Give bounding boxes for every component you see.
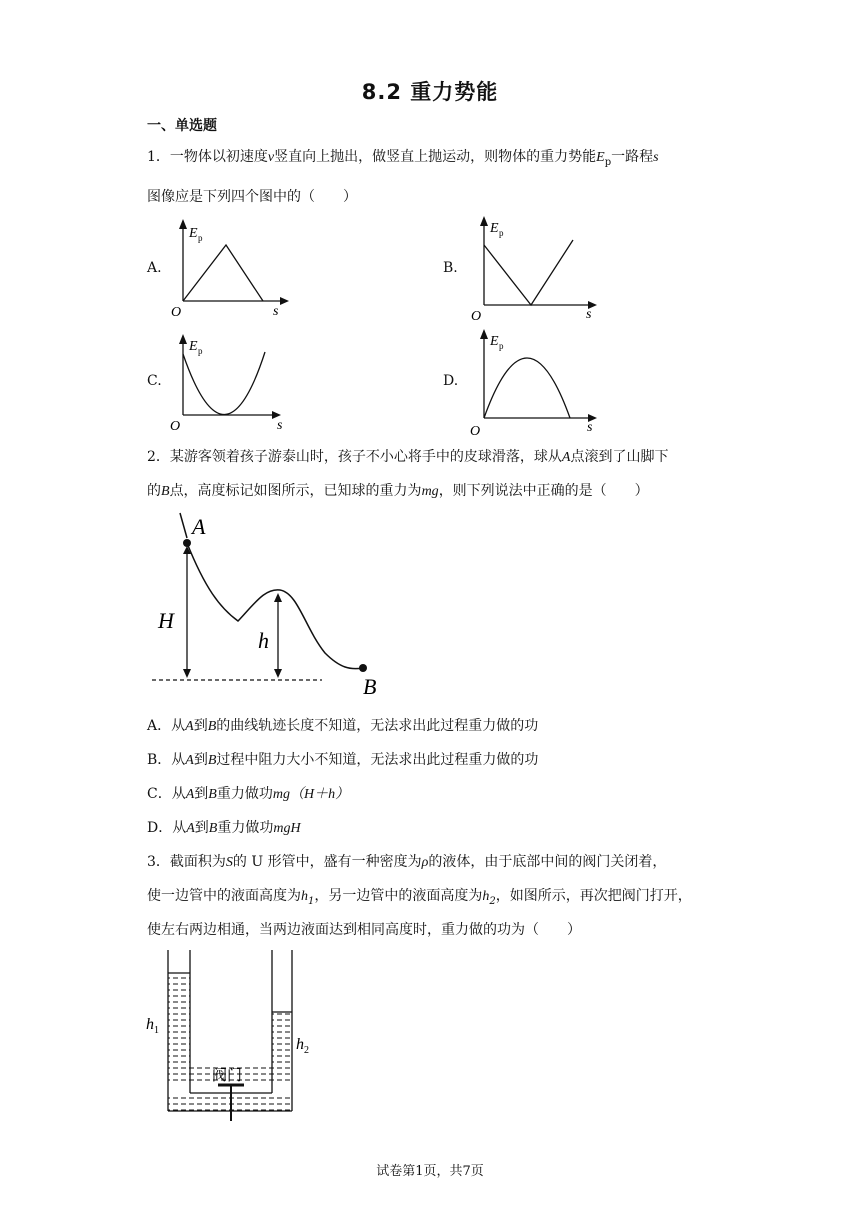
graph-b-ylabel-sub: p — [499, 228, 504, 238]
q1-option-c-label: C. — [147, 373, 162, 389]
q2-text-e: ，则下列说法中正确的是（ ） — [438, 483, 649, 499]
q1-option-b-label: B. — [443, 260, 458, 276]
graph-a-xlabel: s — [273, 304, 279, 319]
graph-a-origin: O — [171, 305, 182, 320]
q2-opt-a-text: 的曲线轨迹长度不知道，无法求出此过程重力做的功 — [216, 718, 539, 734]
q3-var-rho: ρ — [421, 855, 429, 870]
q2-opt-a-a: A — [185, 719, 194, 734]
q2-text-c: 的 — [147, 483, 161, 499]
q2-opt-b-b: B — [207, 753, 217, 768]
hill-label-h: h — [258, 628, 269, 653]
page-footer: 试卷第1页，共7页 — [376, 1164, 484, 1179]
q2-opt-c-text: 重力做功 — [216, 786, 273, 802]
u-tube-valve-label: 阀门 — [212, 1066, 243, 1084]
q2-opt-d-a: A — [186, 821, 195, 836]
page-title: 8.2 重力势能 — [361, 80, 499, 104]
q3-var-h1: h — [301, 889, 308, 904]
q2-opt-c-pre: C．从 — [147, 786, 186, 802]
hill-label-H: H — [158, 608, 174, 633]
u-tube-h2-label: h — [296, 1036, 304, 1053]
graph-d-ylabel-sub: p — [499, 341, 504, 351]
q2-text-b: 点滚到了山脚下 — [570, 449, 669, 465]
q2-opt-a-pre: A．从 — [147, 718, 186, 734]
graph-b-xlabel: s — [586, 307, 592, 322]
q2-line1 — [147, 446, 668, 466]
q3-var-h2-sub: 2 — [489, 895, 496, 907]
q2-option-b — [147, 749, 538, 769]
q3-u-tube-figure — [140, 945, 320, 1125]
hill-label-b: B — [363, 674, 377, 699]
q1-var-ep: E — [596, 150, 605, 165]
q3-text-c: 的液体，由于底部中间的阀门关闭着， — [428, 854, 667, 870]
q1-line1 — [147, 146, 659, 168]
q1-text-b: 竖直向上抛出，做竖直上抛运动，则物体的重力势能 — [274, 149, 597, 165]
graph-c-ylabel-sub: p — [198, 346, 203, 356]
q1-text-a: 1．一物体以初速度 — [147, 149, 268, 165]
q3-var-s: S — [225, 855, 233, 870]
q1-text-c: 一路程 — [611, 149, 654, 165]
q3-text-d: 使一边管中的液面高度为 — [147, 888, 301, 904]
q2-opt-b-mid: 到 — [193, 752, 208, 768]
q1-var-ep-sub: p — [604, 156, 612, 168]
q2-text-d: 点，高度标记如图所示，已知球的重力为 — [169, 483, 422, 499]
q3-var-h1-sub: 1 — [308, 895, 315, 907]
u-tube-h2-sub: 2 — [304, 1045, 309, 1056]
section-heading: 一、单选题 — [147, 118, 217, 134]
q2-line2 — [147, 480, 649, 500]
q3-var-h2: h — [482, 889, 490, 904]
graph-a-ylabel: E — [189, 226, 198, 241]
q2-opt-d-pre: D．从 — [147, 820, 187, 836]
q2-opt-d-b: B — [208, 821, 218, 836]
q3-line2 — [147, 885, 692, 907]
q2-opt-d-mid: 到 — [194, 820, 209, 836]
q2-opt-c-b: B — [208, 787, 217, 802]
q3-text-b: 的 U 形管中，盛有一种密度为 — [232, 854, 422, 870]
q2-opt-d-text: 重力做功 — [217, 820, 274, 836]
q2-option-a — [147, 715, 538, 735]
q2-opt-a-b: B — [207, 719, 217, 734]
graph-d-ylabel: E — [490, 334, 499, 349]
q2-opt-b-text: 过程中阻力大小不知道，无法求出此过程重力做的功 — [216, 752, 539, 768]
graph-d-origin: O — [470, 424, 481, 439]
u-tube-h1-label: h — [146, 1016, 154, 1033]
u-tube-h1-sub: 1 — [154, 1025, 159, 1036]
q2-opt-b-a: A — [185, 753, 194, 768]
q2-opt-c-a: A — [185, 787, 195, 802]
graph-b-ylabel: E — [490, 221, 499, 236]
graph-c-ylabel: E — [189, 339, 198, 354]
q1-var-v: v — [267, 150, 275, 165]
hill-label-a: A — [192, 514, 206, 539]
q2-hill-figure — [150, 508, 400, 703]
graph-a-ylabel-sub: p — [198, 233, 203, 243]
graph-c-origin: O — [170, 419, 181, 434]
q3-text-f: ，如图所示，再次把阀门打开， — [495, 888, 692, 904]
q2-opt-a-mid: 到 — [193, 718, 208, 734]
q1-graph-c — [165, 328, 295, 438]
q2-var-a: A — [561, 450, 571, 465]
graph-d-xlabel: s — [587, 420, 593, 435]
q2-option-d — [147, 817, 301, 837]
q3-text-e: ，另一边管中的液面高度为 — [314, 888, 483, 904]
q2-opt-c-expr: mg（H＋h） — [272, 787, 350, 802]
q2-opt-c-mid: 到 — [194, 786, 209, 802]
q1-graph-b — [466, 210, 606, 325]
q2-opt-b-pre: B．从 — [147, 752, 186, 768]
q1-option-d-label: D. — [443, 373, 459, 389]
q1-line2: 图像应是下列四个图中的（ ） — [147, 189, 357, 205]
q3-line1 — [147, 851, 666, 871]
graph-c-xlabel: s — [277, 418, 283, 433]
q2-option-c — [147, 783, 349, 803]
q1-graph-d — [466, 323, 606, 441]
q1-var-s: s — [653, 150, 659, 165]
q2-var-mg: mg — [421, 484, 439, 499]
q2-var-b: B — [161, 484, 170, 499]
q2-text-a: 2．某游客领着孩子游泰山时，孩子不小心将手中的皮球滑落，球从 — [147, 449, 562, 465]
q1-option-a-label: A. — [147, 260, 162, 276]
graph-b-origin: O — [471, 309, 482, 324]
q2-opt-d-expr: mgH — [273, 821, 301, 836]
q3-line3: 使左右两边相通，当两边液面达到相同高度时，重力做的功为（ ） — [147, 922, 581, 938]
q1-graph-a — [165, 215, 295, 325]
q3-text-a: 3．截面积为 — [147, 854, 226, 870]
